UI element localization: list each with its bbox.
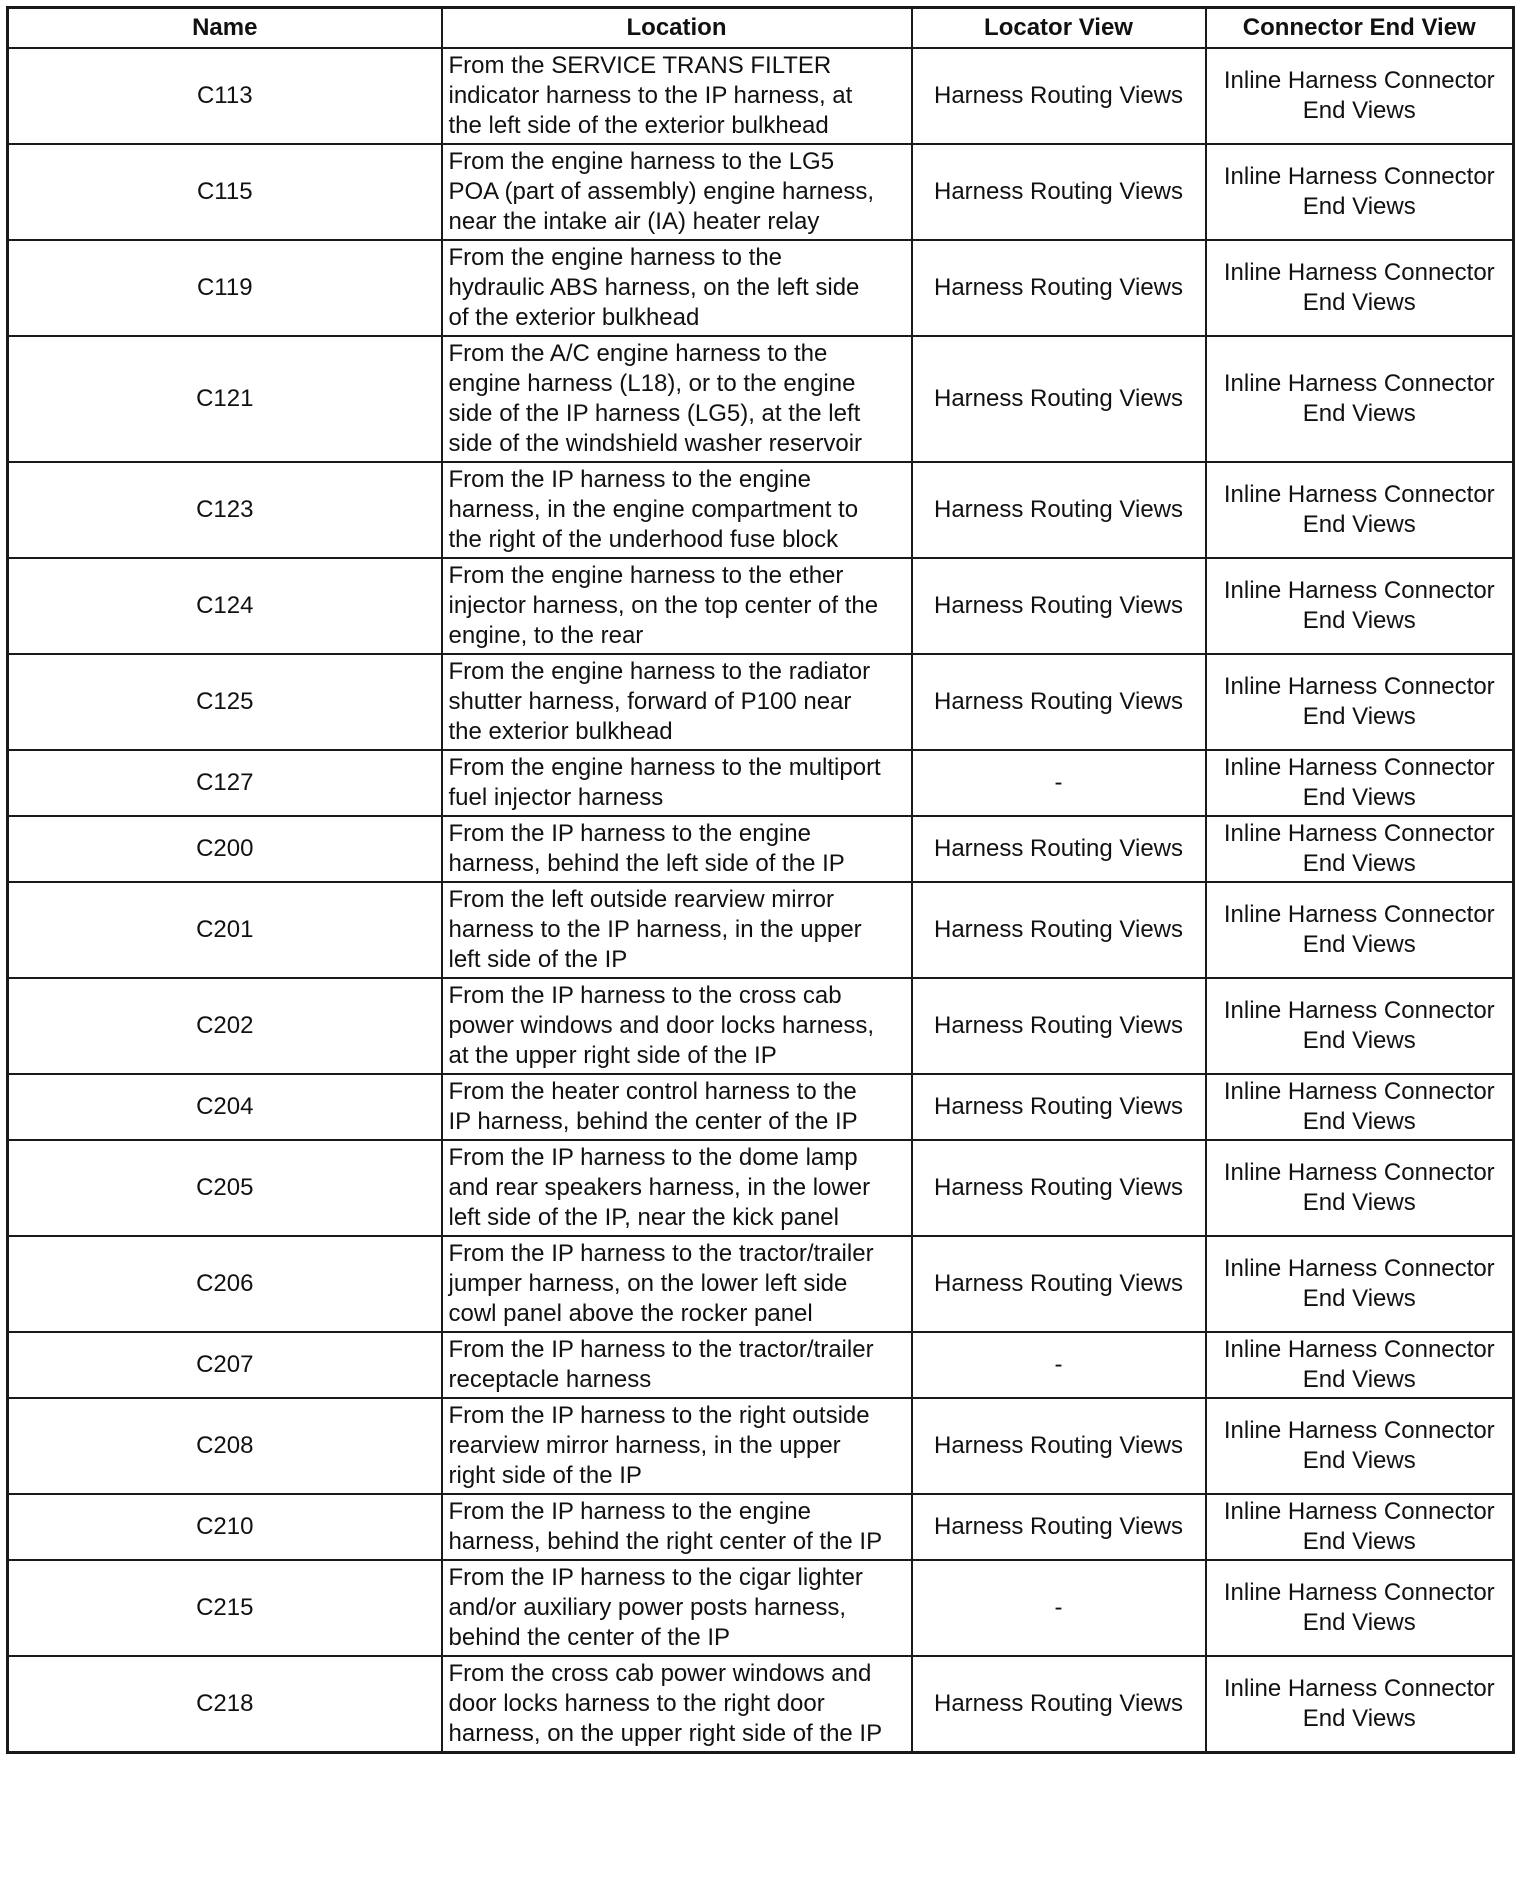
connector-name: C205: [8, 1140, 442, 1236]
location-line: engine harness (L18), or to the engine: [448, 370, 856, 397]
locator-view: Harness Routing Views: [912, 240, 1206, 336]
end-view-line: Inline Harness Connector: [1223, 1675, 1495, 1702]
end-view-line: End Views: [1302, 703, 1416, 730]
end-view-line: Inline Harness Connector: [1223, 1417, 1495, 1444]
connector-name: C124: [8, 558, 442, 654]
location-line: From the A/C engine harness to the: [448, 340, 828, 367]
location-line: harness, behind the right center of the IP: [448, 1528, 883, 1555]
connector-location: [442, 1656, 912, 1753]
location-line: POA (part of assembly) engine harness,: [448, 178, 875, 205]
connector-table: [6, 6, 1515, 1754]
end-view-line: Inline Harness Connector: [1223, 1159, 1495, 1186]
locator-view: Harness Routing Views: [912, 558, 1206, 654]
end-view-line: Inline Harness Connector: [1223, 163, 1495, 190]
connector-end-view: [1206, 240, 1514, 336]
table-row: [8, 462, 1514, 558]
connector-location: [442, 336, 912, 462]
locator-view: Harness Routing Views: [912, 462, 1206, 558]
connector-name: C115: [8, 144, 442, 240]
end-view-line: Inline Harness Connector: [1223, 1078, 1495, 1105]
location-line: From the IP harness to the engine: [448, 820, 811, 847]
location-line: From the IP harness to the tractor/trailer: [448, 1240, 874, 1267]
location-line: side of the windshield washer reservoir: [448, 430, 863, 457]
locator-view: Harness Routing Views: [912, 1494, 1206, 1560]
connector-end-view: [1206, 1398, 1514, 1494]
end-view-line: End Views: [1302, 511, 1416, 538]
connector-end-view: [1206, 144, 1514, 240]
location-line: harness, on the upper right side of the IP: [448, 1720, 883, 1747]
location-line: behind the center of the IP: [448, 1624, 731, 1651]
location-line: of the exterior bulkhead: [448, 304, 700, 331]
location-line: harness, behind the left side of the IP: [448, 850, 845, 877]
location-line: left side of the IP: [448, 946, 628, 973]
end-view-line: End Views: [1302, 97, 1416, 124]
connector-end-view: [1206, 558, 1514, 654]
end-view-line: End Views: [1302, 850, 1416, 877]
end-view-line: End Views: [1302, 784, 1416, 811]
connector-end-view: [1206, 48, 1514, 144]
table-body: [8, 48, 1514, 1753]
connector-location: [442, 462, 912, 558]
end-view-line: Inline Harness Connector: [1223, 481, 1495, 508]
location-line: From the left outside rearview mirror: [448, 886, 834, 913]
end-view-line: End Views: [1302, 1366, 1416, 1393]
locator-view: -: [912, 1560, 1206, 1656]
end-view-line: End Views: [1302, 1609, 1416, 1636]
connector-end-view: [1206, 1236, 1514, 1332]
connector-location: [442, 1236, 912, 1332]
location-line: From the IP harness to the right outside: [448, 1402, 870, 1429]
end-view-line: End Views: [1302, 1108, 1416, 1135]
end-view-line: End Views: [1302, 1189, 1416, 1216]
connector-name: C208: [8, 1398, 442, 1494]
table-row: [8, 978, 1514, 1074]
location-line: left side of the IP, near the kick panel: [448, 1204, 839, 1231]
end-view-line: Inline Harness Connector: [1223, 1255, 1495, 1282]
locator-view: Harness Routing Views: [912, 1398, 1206, 1494]
end-view-line: End Views: [1302, 1705, 1416, 1732]
locator-view: Harness Routing Views: [912, 48, 1206, 144]
locator-view: Harness Routing Views: [912, 816, 1206, 882]
connector-location: [442, 816, 912, 882]
connector-location: [442, 750, 912, 816]
header-row: [8, 8, 1514, 49]
connector-name: C123: [8, 462, 442, 558]
connector-name: C218: [8, 1656, 442, 1753]
header-name: Name: [8, 8, 442, 49]
location-line: From the IP harness to the cross cab: [448, 982, 842, 1009]
connector-end-view: [1206, 1332, 1514, 1398]
location-line: engine, to the rear: [448, 622, 644, 649]
end-view-line: Inline Harness Connector: [1223, 673, 1495, 700]
location-line: From the engine harness to the radiator: [448, 658, 871, 685]
location-line: cowl panel above the rocker panel: [448, 1300, 813, 1327]
location-line: the left side of the exterior bulkhead: [448, 112, 829, 139]
end-view-line: End Views: [1302, 931, 1416, 958]
connector-end-view: [1206, 1494, 1514, 1560]
locator-view: Harness Routing Views: [912, 1656, 1206, 1753]
connector-name: C215: [8, 1560, 442, 1656]
connector-end-view: [1206, 654, 1514, 750]
locator-view: Harness Routing Views: [912, 336, 1206, 462]
connector-location: [442, 1560, 912, 1656]
locator-view: Harness Routing Views: [912, 882, 1206, 978]
connector-name: C121: [8, 336, 442, 462]
location-line: jumper harness, on the lower left side: [448, 1270, 848, 1297]
locator-view: Harness Routing Views: [912, 978, 1206, 1074]
end-view-line: Inline Harness Connector: [1223, 754, 1495, 781]
table-row: [8, 816, 1514, 882]
connector-end-view: [1206, 978, 1514, 1074]
connector-name: C201: [8, 882, 442, 978]
connector-end-view: [1206, 1560, 1514, 1656]
connector-name: C207: [8, 1332, 442, 1398]
location-line: harness to the IP harness, in the upper: [448, 916, 862, 943]
connector-name: C204: [8, 1074, 442, 1140]
location-line: and/or auxiliary power posts harness,: [448, 1594, 847, 1621]
end-view-line: Inline Harness Connector: [1223, 820, 1495, 847]
connector-end-view: [1206, 1656, 1514, 1753]
connector-name: C202: [8, 978, 442, 1074]
location-line: From the IP harness to the engine: [448, 466, 811, 493]
table-row: [8, 1398, 1514, 1494]
connector-location: [442, 882, 912, 978]
table-row: [8, 240, 1514, 336]
connector-name: C210: [8, 1494, 442, 1560]
location-line: power windows and door locks harness,: [448, 1012, 875, 1039]
location-line: shutter harness, forward of P100 near: [448, 688, 852, 715]
location-line: From the IP harness to the dome lamp: [448, 1144, 858, 1171]
locator-view: Harness Routing Views: [912, 1140, 1206, 1236]
locator-view: Harness Routing Views: [912, 144, 1206, 240]
connector-end-view: [1206, 816, 1514, 882]
location-line: From the IP harness to the tractor/trailer: [448, 1336, 874, 1363]
end-view-line: End Views: [1302, 1285, 1416, 1312]
header-locator-view: Locator View: [912, 8, 1206, 49]
end-view-line: End Views: [1302, 400, 1416, 427]
end-view-line: End Views: [1302, 1528, 1416, 1555]
connector-end-view: [1206, 882, 1514, 978]
end-view-line: Inline Harness Connector: [1223, 67, 1495, 94]
table-row: [8, 1494, 1514, 1560]
end-view-line: Inline Harness Connector: [1223, 259, 1495, 286]
locator-view: Harness Routing Views: [912, 1236, 1206, 1332]
connector-location: [442, 240, 912, 336]
location-line: side of the IP harness (LG5), at the left: [448, 400, 861, 427]
location-line: From the heater control harness to the: [448, 1078, 857, 1105]
table-header: [8, 8, 1514, 49]
connector-end-view: [1206, 1140, 1514, 1236]
location-line: the right of the underhood fuse block: [448, 526, 839, 553]
connector-name: C127: [8, 750, 442, 816]
location-line: at the upper right side of the IP: [448, 1042, 777, 1069]
connector-location: [442, 144, 912, 240]
end-view-line: End Views: [1302, 289, 1416, 316]
connector-location: [442, 1074, 912, 1140]
table-row: [8, 48, 1514, 144]
connector-end-view: [1206, 1074, 1514, 1140]
connector-name: C206: [8, 1236, 442, 1332]
header-location: Location: [442, 8, 912, 49]
location-line: From the engine harness to the: [448, 244, 783, 271]
table-row: [8, 558, 1514, 654]
location-line: From the IP harness to the engine: [448, 1498, 811, 1525]
location-line: From the engine harness to the LG5: [448, 148, 835, 175]
connector-location: [442, 558, 912, 654]
location-line: injector harness, on the top center of the: [448, 592, 879, 619]
location-line: From the IP harness to the cigar lighter: [448, 1564, 863, 1591]
document-page: [6, 6, 1512, 1754]
table-row: [8, 336, 1514, 462]
location-line: near the intake air (IA) heater relay: [448, 208, 820, 235]
end-view-line: Inline Harness Connector: [1223, 901, 1495, 928]
location-line: the exterior bulkhead: [448, 718, 673, 745]
connector-end-view: [1206, 750, 1514, 816]
table-row: [8, 1332, 1514, 1398]
location-line: From the engine harness to the multiport: [448, 754, 881, 781]
table-row: [8, 882, 1514, 978]
location-line: right side of the IP: [448, 1462, 642, 1489]
connector-location: [442, 48, 912, 144]
locator-view: -: [912, 750, 1206, 816]
location-line: hydraulic ABS harness, on the left side: [448, 274, 860, 301]
connector-name: C113: [8, 48, 442, 144]
table-row: [8, 1656, 1514, 1753]
locator-view: -: [912, 1332, 1206, 1398]
location-line: IP harness, behind the center of the IP: [448, 1108, 858, 1135]
table-row: [8, 1236, 1514, 1332]
end-view-line: End Views: [1302, 607, 1416, 634]
location-line: rearview mirror harness, in the upper: [448, 1432, 841, 1459]
locator-view: Harness Routing Views: [912, 1074, 1206, 1140]
connector-name: C119: [8, 240, 442, 336]
end-view-line: Inline Harness Connector: [1223, 997, 1495, 1024]
location-line: and rear speakers harness, in the lower: [448, 1174, 871, 1201]
end-view-line: End Views: [1302, 193, 1416, 220]
table-row: [8, 654, 1514, 750]
location-line: receptacle harness: [448, 1366, 652, 1393]
end-view-line: End Views: [1302, 1027, 1416, 1054]
connector-location: [442, 1494, 912, 1560]
location-line: door locks harness to the right door: [448, 1690, 825, 1717]
location-line: From the engine harness to the ether: [448, 562, 844, 589]
connector-location: [442, 1398, 912, 1494]
end-view-line: Inline Harness Connector: [1223, 577, 1495, 604]
location-line: fuel injector harness: [448, 784, 664, 811]
end-view-line: Inline Harness Connector: [1223, 1498, 1495, 1525]
connector-location: [442, 1332, 912, 1398]
table-row: [8, 1140, 1514, 1236]
location-line: From the cross cab power windows and: [448, 1660, 872, 1687]
locator-view: Harness Routing Views: [912, 654, 1206, 750]
end-view-line: Inline Harness Connector: [1223, 1336, 1495, 1363]
end-view-line: Inline Harness Connector: [1223, 370, 1495, 397]
location-line: harness, in the engine compartment to: [448, 496, 859, 523]
table-row: [8, 1560, 1514, 1656]
table-row: [8, 750, 1514, 816]
connector-end-view: [1206, 336, 1514, 462]
location-line: From the SERVICE TRANS FILTER: [448, 52, 832, 79]
table-row: [8, 1074, 1514, 1140]
header-connector-end-view: Connector End View: [1206, 8, 1514, 49]
connector-name: C200: [8, 816, 442, 882]
end-view-line: End Views: [1302, 1447, 1416, 1474]
connector-location: [442, 978, 912, 1074]
connector-end-view: [1206, 462, 1514, 558]
connector-location: [442, 654, 912, 750]
connector-name: C125: [8, 654, 442, 750]
end-view-line: Inline Harness Connector: [1223, 1579, 1495, 1606]
connector-location: [442, 1140, 912, 1236]
location-line: indicator harness to the IP harness, at: [448, 82, 853, 109]
table-row: [8, 144, 1514, 240]
